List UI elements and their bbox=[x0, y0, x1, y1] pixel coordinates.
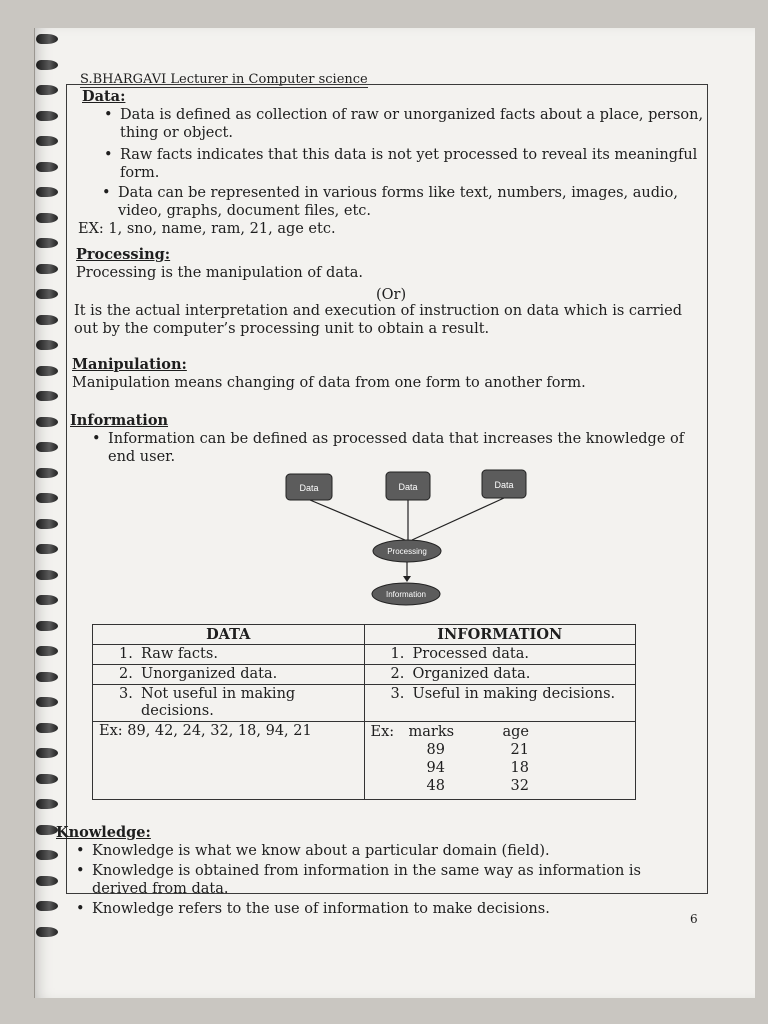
binding-ring bbox=[36, 315, 58, 325]
binding-ring bbox=[36, 570, 58, 580]
binding-ring bbox=[36, 85, 58, 95]
binding-ring bbox=[36, 723, 58, 733]
processing-label: Processing bbox=[387, 547, 427, 556]
table-row bbox=[93, 685, 636, 722]
data-bullet-2-cont: form. bbox=[120, 165, 160, 181]
information-bullet: • Information can be defined as processed data that increases the knowledge of bbox=[92, 431, 685, 447]
binding-ring bbox=[36, 442, 58, 452]
info-mark-value: 89 bbox=[426, 742, 445, 758]
table-cell-data-example: Ex: 89, 42, 24, 32, 18, 94, 21 bbox=[93, 722, 365, 800]
binding-ring bbox=[36, 289, 58, 299]
binding-ring bbox=[36, 468, 58, 478]
processing-line-1: Processing is the manipulation of data. bbox=[76, 265, 364, 281]
binding-ring bbox=[36, 876, 58, 886]
binding-ring bbox=[36, 825, 58, 835]
info-mark-value: 94 bbox=[426, 760, 445, 776]
data-box-3-label: Data bbox=[494, 480, 514, 490]
processing-or: (Or) bbox=[376, 287, 407, 303]
data-vs-information-table bbox=[92, 624, 636, 800]
data-bullet-3-cont: video, graphs, document files, etc. bbox=[118, 203, 372, 219]
data-heading: Data: bbox=[82, 88, 126, 105]
table-cell-info-example bbox=[364, 722, 636, 800]
binding-ring bbox=[36, 697, 58, 707]
binding-ring bbox=[36, 187, 58, 197]
processing-line-3: out by the computer’s processing unit to obtain a result. bbox=[74, 321, 490, 337]
knowledge-bullet-2: • Knowledge is obtained from information in the same way as information is bbox=[76, 863, 641, 879]
table-row bbox=[93, 645, 636, 665]
binding-ring bbox=[36, 595, 58, 605]
binding-ring bbox=[36, 621, 58, 631]
binding-ring bbox=[36, 391, 58, 401]
binding-ring bbox=[36, 366, 58, 376]
information-label: Information bbox=[385, 590, 427, 599]
table-row bbox=[93, 722, 636, 800]
info-example-label: Ex: bbox=[370, 724, 395, 740]
manipulation-line: Manipulation means changing of data from one form to another form. bbox=[72, 375, 586, 391]
info-col-marks: marks bbox=[408, 724, 455, 740]
data-box-1-label: Data bbox=[299, 483, 319, 493]
table-cell: 1. Processed data. bbox=[364, 645, 636, 665]
binding-ring bbox=[36, 672, 58, 682]
data-bullet-1-cont: thing or object. bbox=[120, 125, 233, 141]
table-header-data: DATA bbox=[93, 625, 365, 645]
page-number: 6 bbox=[690, 912, 698, 926]
information-heading: Information bbox=[70, 412, 169, 429]
knowledge-bullet-1: • Knowledge is what we know about a particular domain (field). bbox=[76, 843, 550, 859]
binding-ring bbox=[36, 646, 58, 656]
data-bullet-3: • Data can be represented in various forms like text, numbers, images, audio, bbox=[102, 185, 678, 201]
binding-ring bbox=[36, 544, 58, 554]
table-cell: 3. Useful in making decisions. bbox=[364, 685, 636, 722]
knowledge-bullet-2-cont: derived from data. bbox=[92, 881, 229, 897]
data-example: EX: 1, sno, name, ram, 21, age etc. bbox=[78, 221, 336, 237]
binding-ring bbox=[36, 850, 58, 860]
information-bullet-cont: end user. bbox=[108, 449, 176, 465]
info-mark-value: 48 bbox=[426, 778, 445, 794]
info-age-value: 21 bbox=[510, 742, 529, 758]
binding-ring bbox=[36, 340, 58, 350]
data-bullet-1: • Data is defined as collection of raw or unorganized facts about a place, person, bbox=[104, 107, 704, 123]
binding-ring bbox=[36, 111, 58, 121]
binding-ring bbox=[36, 136, 58, 146]
table-header-row bbox=[93, 625, 636, 645]
info-age-value: 32 bbox=[510, 778, 529, 794]
table-row bbox=[93, 665, 636, 685]
data-processing-diagram bbox=[270, 464, 550, 614]
binding-ring bbox=[36, 417, 58, 427]
data-bullet-2: • Raw facts indicates that this data is not yet processed to reveal its meaningful bbox=[104, 147, 698, 163]
data-box-2-label: Data bbox=[398, 482, 418, 492]
binding-ring bbox=[36, 162, 58, 172]
info-age-value: 18 bbox=[510, 760, 529, 776]
info-col-age: age bbox=[502, 724, 530, 740]
page-header: S.BHARGAVI Lecturer in Computer science bbox=[80, 72, 368, 87]
table-cell: 1. Raw facts. bbox=[93, 645, 365, 665]
table-cell: 2. Organized data. bbox=[364, 665, 636, 685]
spiral-binding bbox=[36, 34, 66, 954]
binding-ring bbox=[36, 799, 58, 809]
binding-ring bbox=[36, 34, 58, 44]
binding-ring bbox=[36, 927, 58, 937]
binding-ring bbox=[36, 213, 58, 223]
binding-ring bbox=[36, 748, 58, 758]
manipulation-heading: Manipulation: bbox=[72, 356, 187, 373]
table-header-information: INFORMATION bbox=[364, 625, 636, 645]
processing-line-2: It is the actual interpretation and execution of instruction on data which is carried bbox=[74, 303, 683, 319]
binding-ring bbox=[36, 519, 58, 529]
table-cell: 3. Not useful in making decisions. bbox=[93, 685, 365, 722]
binding-ring bbox=[36, 60, 58, 70]
processing-heading: Processing: bbox=[76, 246, 171, 263]
binding-ring bbox=[36, 238, 58, 248]
knowledge-heading: Knowledge: bbox=[56, 824, 151, 841]
binding-ring bbox=[36, 264, 58, 274]
binding-ring bbox=[36, 493, 58, 503]
knowledge-bullet-3: • Knowledge refers to the use of information to make decisions. bbox=[76, 901, 550, 917]
binding-ring bbox=[36, 901, 58, 911]
binding-ring bbox=[36, 774, 58, 784]
table-cell: 2. Unorganized data. bbox=[93, 665, 365, 685]
